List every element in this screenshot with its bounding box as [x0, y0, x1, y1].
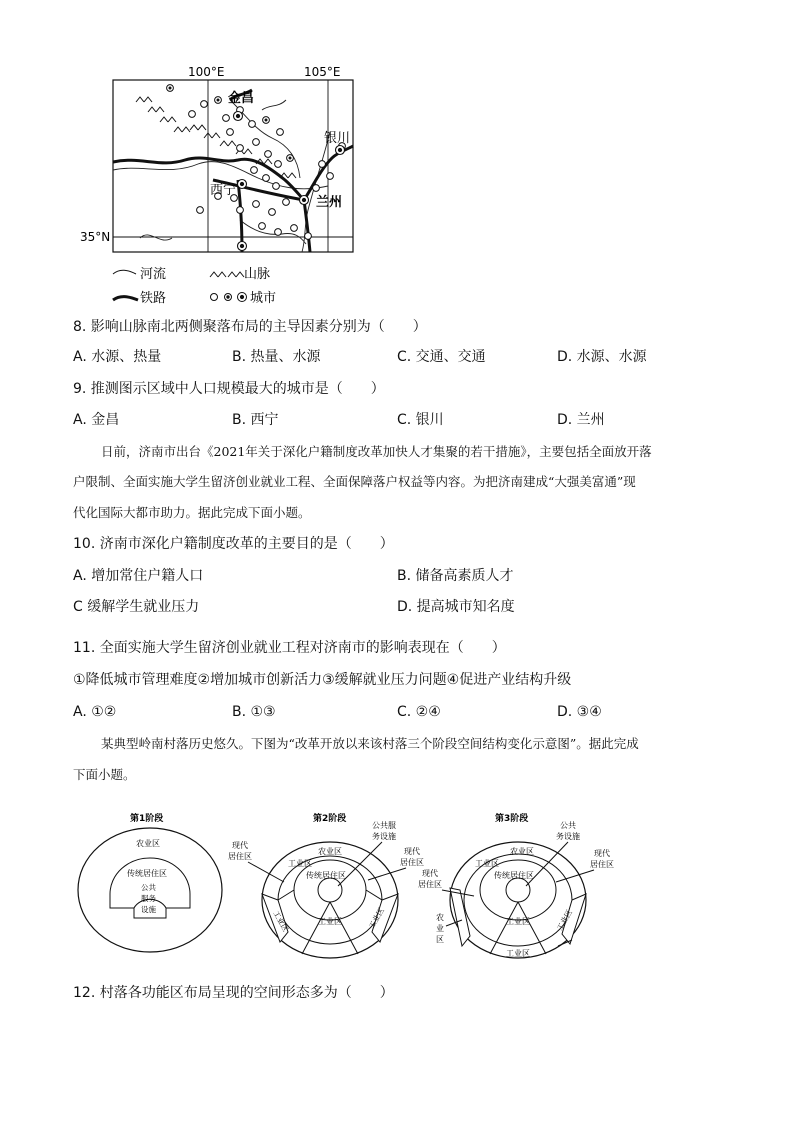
map-legend [113, 266, 276, 306]
stage-3-agri-label: 农业区 [510, 847, 534, 856]
stage-1-label: 第1阶段 [130, 814, 164, 824]
q8-option-d[interactable]: D. 水源、水源 [557, 349, 647, 365]
q10-option-a[interactable]: A. 增加常住户籍人口 [73, 568, 204, 584]
q8-option-b[interactable]: B. 热量、水源 [232, 349, 321, 365]
question-8-stem: 8. 影响山脉南北两侧聚落布局的主导因素分别为（ ） [73, 319, 427, 335]
passage-2-line-2: 下面小题。 [73, 767, 136, 782]
stage-3-public-a: 公共 [560, 821, 576, 830]
village-stage-diagram [70, 808, 640, 968]
stage-3-industry-right-label: 工业区 [554, 908, 574, 933]
city-label-lanzhou: 兰州 [316, 195, 343, 210]
q11-option-a[interactable]: A. ①② [73, 704, 117, 720]
q9-option-c[interactable]: C. 银川 [397, 412, 444, 428]
lon-label-100: 100°E [188, 65, 225, 79]
stage-2-public-a: 公共服 [372, 821, 396, 830]
stage-3-agri-v-b: 业 [436, 924, 444, 933]
stage-2-modern-a: 现代 [232, 841, 248, 850]
stage-2-industry-left-label: 工业区 [271, 909, 291, 934]
railway-line [304, 200, 310, 252]
river-line [262, 100, 286, 110]
mountain-range [136, 97, 296, 178]
stage-2-modern-b: 居住区 [228, 852, 252, 861]
question-10-stem: 10. 济南市深化户籍制度改革的主要目的是（ ） [73, 536, 394, 552]
stage-3-core [506, 878, 530, 902]
stage-3-agri-v-a: 农 [436, 913, 444, 922]
q11-option-d[interactable]: D. ③④ [557, 704, 602, 720]
q9-option-a[interactable]: A. 金昌 [73, 412, 120, 428]
legend-railway-label: 铁路 [140, 291, 167, 306]
stage-2-label: 第2阶段 [313, 814, 347, 824]
region-map [80, 60, 380, 310]
passage-1-line-1: 日前，济南市出台《2021年关于深化户籍制度改革加快人才集聚的若干措施》，主要包括全面放开落 [101, 444, 652, 459]
stage-2-modern2-a: 现代 [404, 847, 420, 856]
stage-2-industry-center: 工业区 [318, 917, 342, 926]
question-12-stem: 12. 村落各功能区布局呈现的空间形态多为（ ） [73, 985, 394, 1001]
stage-1-trad-label: 传统居住区 [127, 869, 167, 878]
stage-2-trad-label: 传统居住区 [306, 871, 346, 880]
stage-1-public-a: 公共 [141, 883, 156, 892]
legend-railway-icon [113, 297, 138, 300]
passage-2-line-1: 某典型岭南村落历史悠久。下图为“改革开放以来该村落三个阶段空间结构变化示意图”。据此完成 [101, 736, 639, 751]
legend-mountain-icon [210, 272, 244, 277]
legend-mountain-label: 山脉 [244, 267, 271, 282]
stage-3-agri-v-c: 区 [436, 935, 444, 944]
stage-2-public-b: 务设施 [372, 832, 396, 841]
stage-3-industry-bottom: 工业区 [506, 949, 530, 958]
passage-1-line-3: 代化国际大都市助力。据此完成下面小题。 [73, 505, 311, 520]
river-line [140, 235, 172, 240]
river-line [240, 220, 306, 244]
city-label-xining: 西宁 [210, 183, 237, 198]
stage-2-industry-top: 工业区 [288, 859, 312, 868]
stage-1-public-c: 设施 [141, 905, 156, 914]
stage-2-industry-right-label: 工业区 [366, 906, 386, 931]
q9-option-d[interactable]: D. 兰州 [557, 412, 605, 428]
stage-3-label: 第3阶段 [495, 814, 529, 824]
stage-1-agri-label: 农业区 [136, 839, 160, 848]
q10-option-d[interactable]: D. 提高城市知名度 [397, 599, 515, 615]
stage-3-industry-center: 工业区 [506, 917, 530, 926]
legend-river-label: 河流 [140, 267, 167, 282]
q9-option-b[interactable]: B. 西宁 [232, 412, 279, 428]
city-label-yinchuan: 银川 [324, 131, 351, 146]
passage-1-line-2: 户限制、全面实施大学生留济创业就业工程、全面保障落户权益等内容。为把济南建成“大强美富通”现 [73, 474, 636, 489]
legend-city-label: 城市 [250, 291, 277, 306]
city-label-jinchang: 金昌 [228, 91, 255, 106]
question-11-statements: ①降低城市管理难度②增加城市创新活力③缓解就业压力问题④促进产业结构升级 [73, 672, 572, 688]
stage-3-modern2-a: 现代 [422, 869, 438, 878]
stage-3-modern-b: 居住区 [590, 860, 614, 869]
q10-option-c[interactable]: C 缓解学生就业压力 [73, 599, 200, 615]
legend-city-icon [211, 293, 247, 302]
q8-option-c[interactable]: C. 交通、交通 [397, 349, 486, 365]
legend-river-icon [113, 270, 136, 274]
stage-2-modern2-b: 居住区 [400, 858, 424, 867]
q8-option-a[interactable]: A. 水源、热量 [73, 349, 162, 365]
stage-3-industry-top: 工业区 [475, 859, 499, 868]
question-11-stem: 11. 全面实施大学生留济创业就业工程对济南市的影响表现在（ ） [73, 640, 506, 656]
question-9-stem: 9. 推测图示区域中人口规模最大的城市是（ ） [73, 381, 385, 397]
stage-3-modern2-b: 居住区 [418, 880, 442, 889]
stage-3-trad-label: 传统居住区 [494, 871, 534, 880]
q11-option-c[interactable]: C. ②④ [397, 704, 441, 720]
stage-1-diagram [78, 812, 222, 952]
stage-3-modern-a: 现代 [594, 849, 610, 858]
stage-3-diagram [418, 812, 614, 958]
lat-label-35: 35°N [80, 230, 111, 244]
stage-3-public-b: 务设施 [556, 832, 580, 841]
stage-2-agri-label: 农业区 [318, 847, 342, 856]
stage-1-public-b: 服务 [141, 894, 156, 903]
stage-2-diagram [228, 812, 424, 958]
stage-2-core [318, 878, 342, 902]
lon-label-105: 105°E [304, 65, 341, 79]
q11-option-b[interactable]: B. ①③ [232, 704, 276, 720]
q10-option-b[interactable]: B. 储备高素质人才 [397, 568, 514, 584]
